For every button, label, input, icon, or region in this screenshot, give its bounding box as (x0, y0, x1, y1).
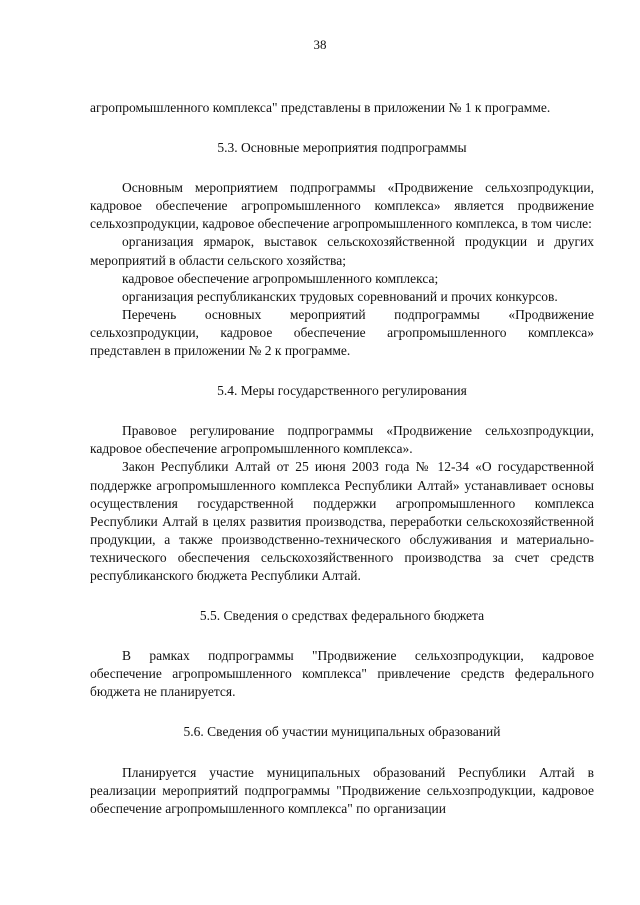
page-number: 38 (313, 37, 327, 52)
paragraph-legal-regulation: Правовое регулирование подпрограммы «Продвижение сельхозпродукции, кадровое обеспечение агропромышленного комплекса». (90, 423, 594, 457)
section-heading-5-5: 5.5. Сведения о средствах федерального бюджета (199, 608, 485, 624)
document-body (90, 99, 594, 818)
paragraph-law: Закон Республики Алтай от 25 июня 2003 года № 12-34 «О государственной поддержке агропромышленного комплекса Республики Алтай» устанавливает основы осуществления государственной поддержки агропромышленного комплекса Республики Алтай в целях развития производства, переработки сельскохозяйственной продукции, а также производственно-технического обслуживания и материально-технического обеспечения сельскохозяйственного производства за счет средств республиканского бюджета Республики Алтай. (90, 459, 594, 583)
section-heading-5-3: 5.3. Основные мероприятия подпрограммы (217, 140, 467, 156)
paragraph-staffing: кадровое обеспечение агропромышленного комплекса; (122, 270, 439, 286)
paragraph-federal-budget: В рамках подпрограммы "Продвижение сельхозпродукции, кадровое обеспечение агропромышленного комплекса" привлечение средств федерального бюджета не планируется. (90, 648, 594, 700)
paragraph-continuation: агропромышленного комплекса" представлены в приложении № 1 к программе. (90, 100, 551, 115)
section-heading-5-6: 5.6. Сведения об участии муниципальных образований (183, 724, 501, 740)
paragraph-main-activity: Основным мероприятием подпрограммы «Продвижение сельхозпродукции, кадровое обеспечение агропромышленного комплекса» является продвижение сельхозпродукции, кадровое обеспечение агропромышленного комплекса, в том числе: (90, 180, 594, 232)
paragraph-municipal: Планируется участие муниципальных образований Республики Алтай в реализации мероприятий подпрограммы "Продвижение сельхозпродукции, кадровое обеспечение агропромышленного комплекса" по организации (90, 764, 594, 816)
section-heading-5-4: 5.4. Меры государственного регулирования (217, 383, 467, 399)
paragraph-competitions: организация республиканских трудовых соревнований и прочих конкурсов. (122, 288, 558, 304)
paragraph-activities-list: Перечень основных мероприятий подпрограммы «Продвижение сельхозпродукции, кадровое обеспечение агропромышленного комплекса» представлен в приложении № 2 к программе. (90, 306, 594, 359)
paragraph-fairs: организация ярмарок, выставок сельскохозяйственной продукции и других мероприятий в области сельского хозяйства; (90, 234, 594, 268)
